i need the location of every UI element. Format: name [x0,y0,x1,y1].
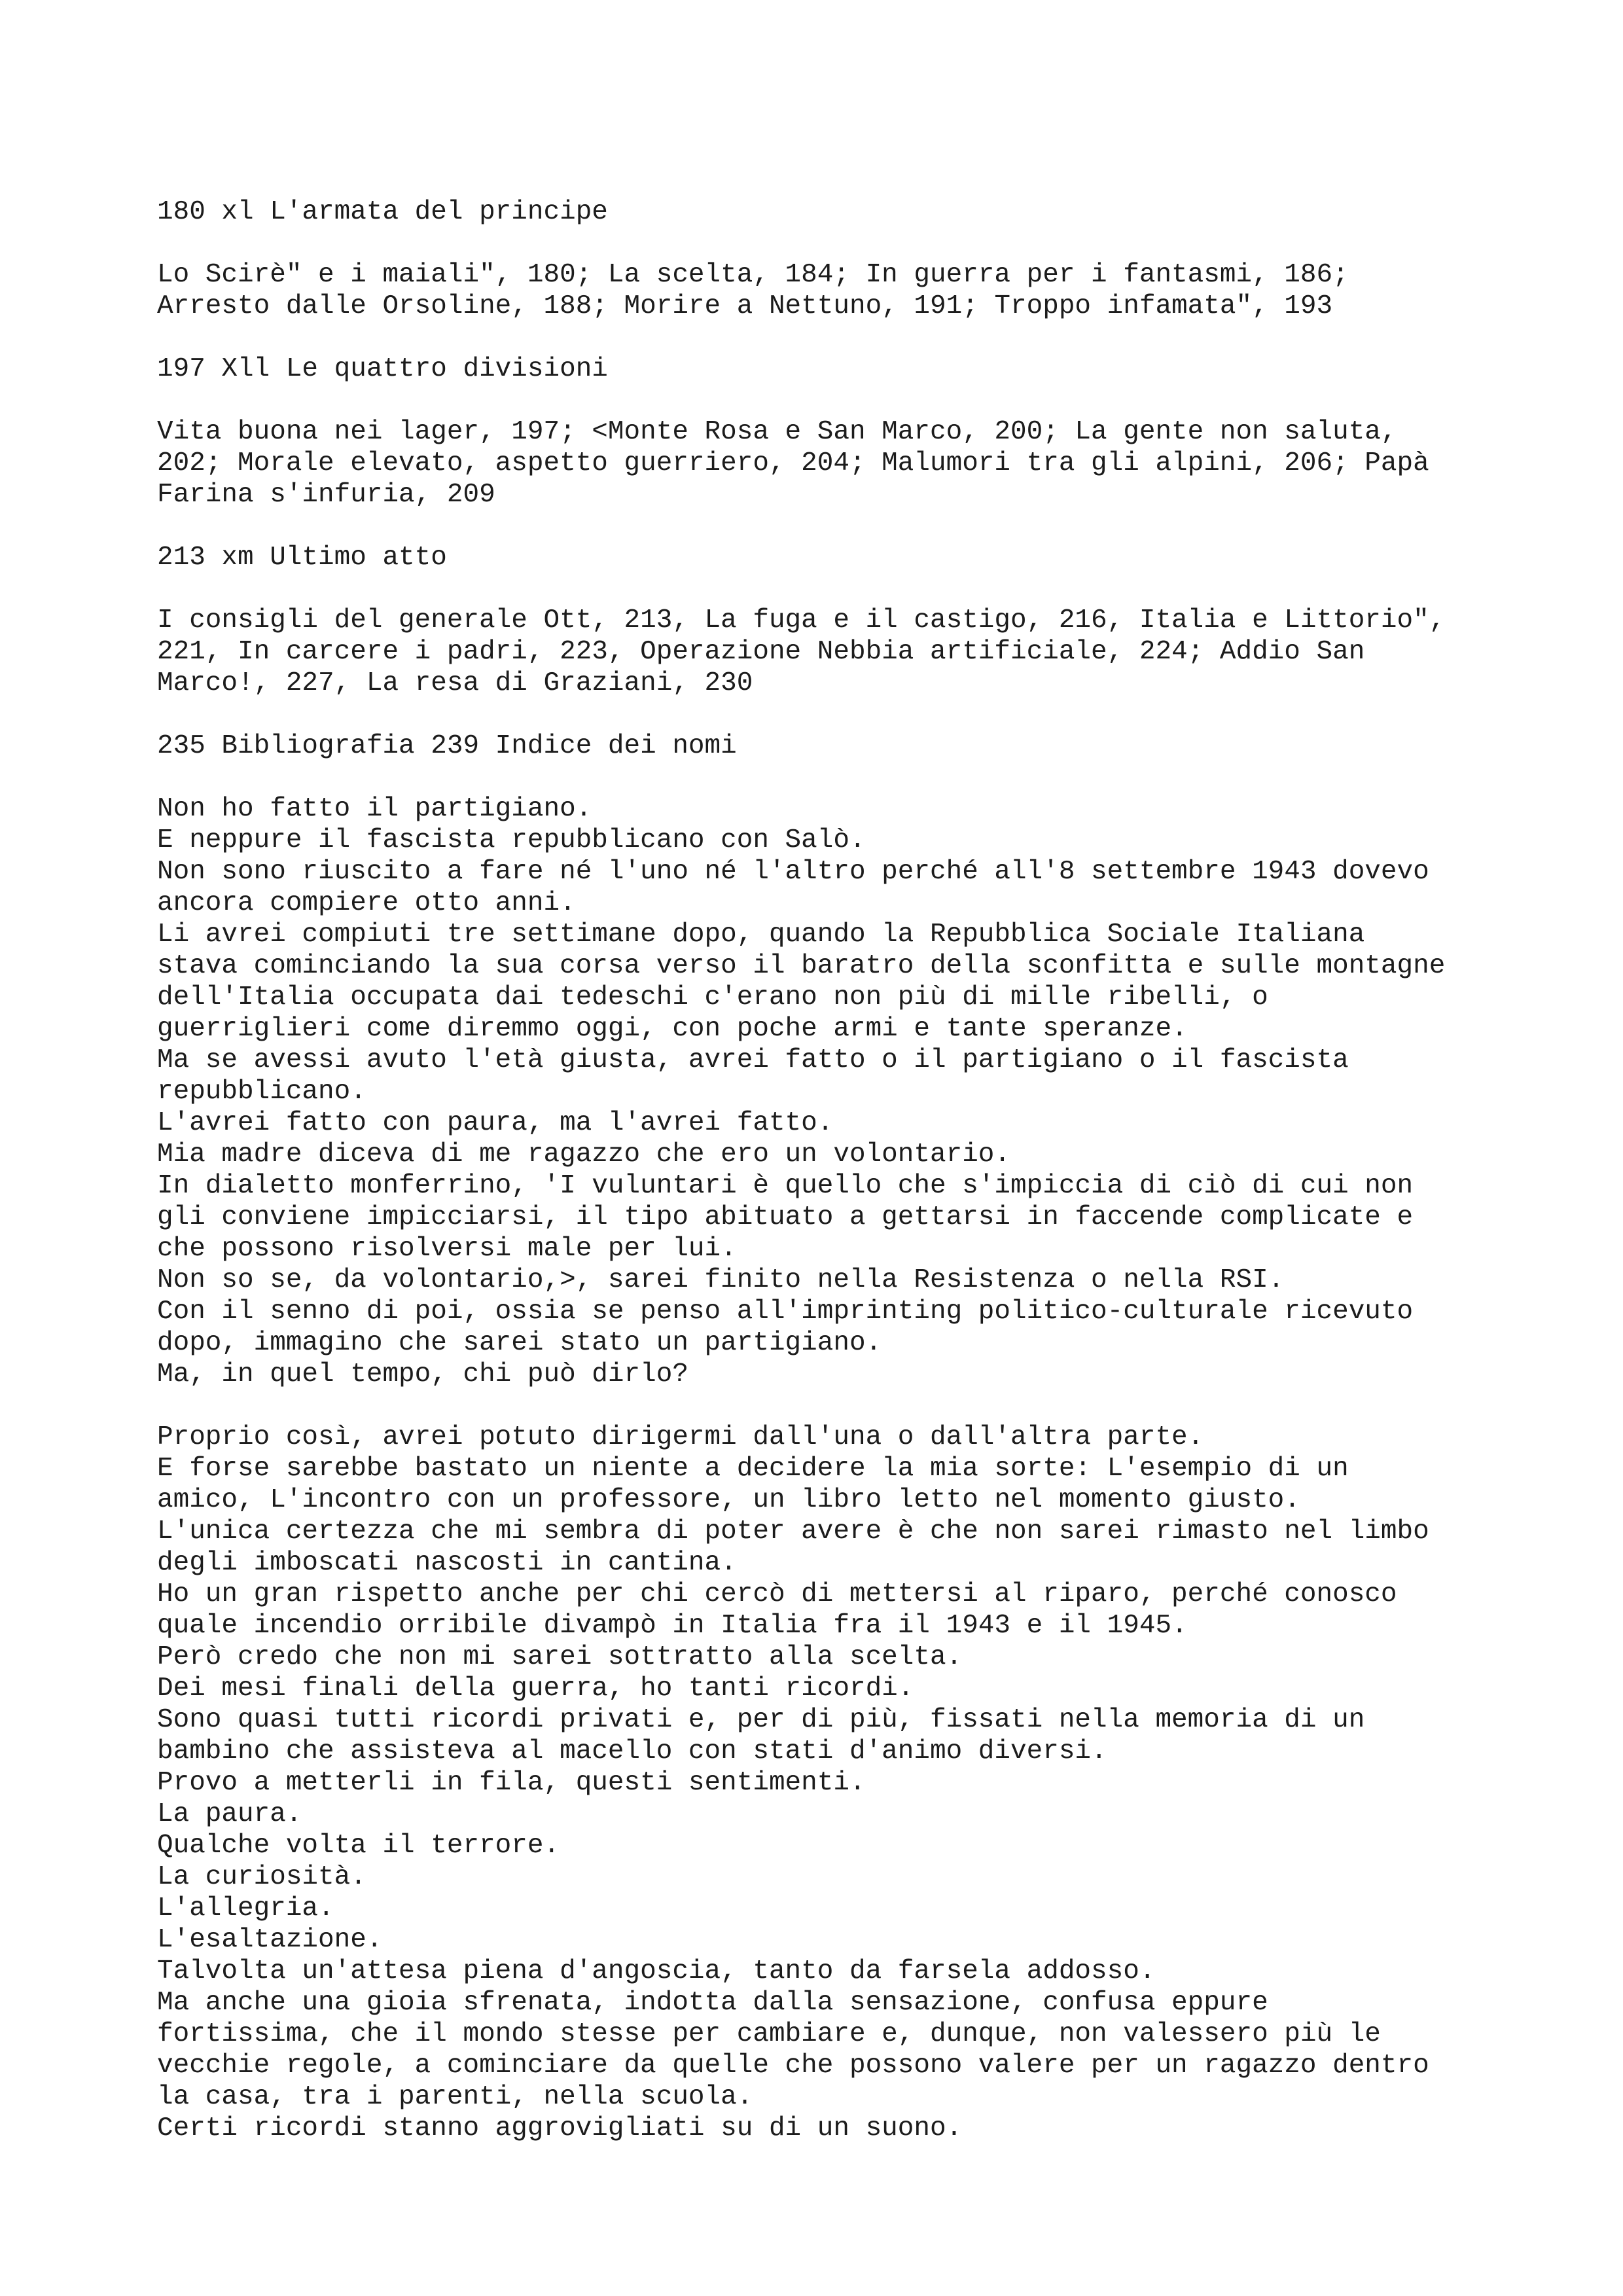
paragraph: Non sono riuscito a fare né l'uno né l'altro perché all'8 settembre 1943 dovevo ancora compiere otto anni. [157,857,1429,918]
toc-heading: 213 xm Ultimo atto [157,543,447,573]
toc-heading: 180 xl L'armata del principe [157,197,608,227]
paragraph: Però credo che non mi sarei sottratto alla scelta. [157,1642,963,1672]
paragraph: Dei mesi finali della guerra, ho tanti ricordi. [157,1674,914,1704]
paragraph: Qualche volta il terrore. [157,1831,560,1861]
toc-entries: Lo Scirè" e i maiali", 180; La scelta, 184; In guerra per i fantasmi, 186; Arresto dalle Orsoline, 188; Morire a Nettuno, 191; Troppo infamata", 193 [157,260,1349,321]
paragraph: Certi ricordi stanno aggrovigliati su di un suono. [157,2113,963,2144]
paragraph: In dialetto monferrino, 'I vuluntari è quello che s'impiccia di ciò di cui non gli conviene impicciarsi, il tipo abituato a gettarsi in faccende complicate e che possono risolversi male per lui. [157,1171,1414,1264]
paragraph: Ma anche una gioia sfrenata, indotta dalla sensazione, confusa eppure fortissima, che il mondo stesse per cambiare e, dunque, non valessero più le vecchie regole, a cominciare da quelle che possono valere per un ragazzo dentro la casa, tra i parenti, nella scuola. [157,1988,1429,2112]
paragraph: L'unica certezza che mi sembra di poter avere è che non sarei rimasto nel limbo degli imboscati nascosti in cantina. [157,1516,1429,1578]
paragraph: L'esaltazione. [157,1925,383,1955]
paragraph: L'allegria. [157,1893,334,1924]
paragraph: La paura. [157,1799,302,1829]
paragraph: Provo a metterli in fila, questi sentimenti. [157,1768,866,1798]
toc-entries: Vita buona nei lager, 197; <Monte Rosa e San Marco, 200; La gente non saluta, 202; Morale elevato, aspetto guerriero, 204; Malumori tra gli alpini, 206; Papà Farina s'infuria, 209 [157,417,1429,510]
toc-heading: 197 Xll Le quattro divisioni [157,354,608,384]
paragraph: L'avrei fatto con paura, ma l'avrei fatto. [157,1108,834,1138]
paragraph: Ma, in quel tempo, chi può dirlo? [157,1359,688,1390]
toc-heading: 235 Bibliografia 239 Indice dei nomi [157,731,737,761]
paragraph: Mia madre diceva di me ragazzo che ero un volontario. [157,1139,1011,1170]
paragraph: La curiosità. [157,1862,366,1892]
paragraph: Li avrei compiuti tre settimane dopo, quando la Repubblica Sociale Italiana stava cominciando la sua corsa verso il baratro della sconfitta e sulle montagne dell'Italia occupata dai tedeschi c'erano non più di mille ribelli, o guerriglieri come diremmo oggi, con poche armi e tante speranze. [157,920,1446,1044]
paragraph: Talvolta un'attesa piena d'angoscia, tanto da farsela addosso. [157,1956,1156,1986]
paragraph: Con il senno di poi, ossia se penso all'imprinting politico-culturale ricevuto dopo, immagino che sarei stato un partigiano. [157,1297,1414,1358]
paragraph: Non ho fatto il partigiano. [157,794,592,824]
paragraph: Ma se avessi avuto l'età giusta, avrei fatto o il partigiano o il fascista repubblicano. [157,1045,1349,1107]
document-page [157,196,1452,2144]
paragraph: Proprio così, avrei potuto dirigermi dall'una o dall'altra parte. [157,1422,1204,1452]
paragraph: Sono quasi tutti ricordi privati e, per di più, fissati nella memoria di un bambino che assisteva al macello con stati d'animo diversi. [157,1705,1365,1767]
paragraph: Non so se, da volontario,>, sarei finito nella Resistenza o nella RSI. [157,1265,1285,1295]
toc-entries: I consigli del generale Ott, 213, La fuga e il castigo, 216, Italia e Littorio", 221, In carcere i padri, 223, Operazione Nebbia artificiale, 224; Addio San Marco!, 227, La resa di Graziani, 230 [157,605,1446,698]
paragraph: E forse sarebbe bastato un niente a decidere la mia sorte: L'esempio di un amico, L'incontro con un professore, un libro letto nel momento giusto. [157,1454,1349,1515]
paragraph: Ho un gran rispetto anche per chi cercò di mettersi al riparo, perché conosco quale incendio orribile divampò in Italia fra il 1943 e il 1945. [157,1579,1397,1641]
paragraph: E neppure il fascista repubblicano con Salò. [157,825,866,855]
